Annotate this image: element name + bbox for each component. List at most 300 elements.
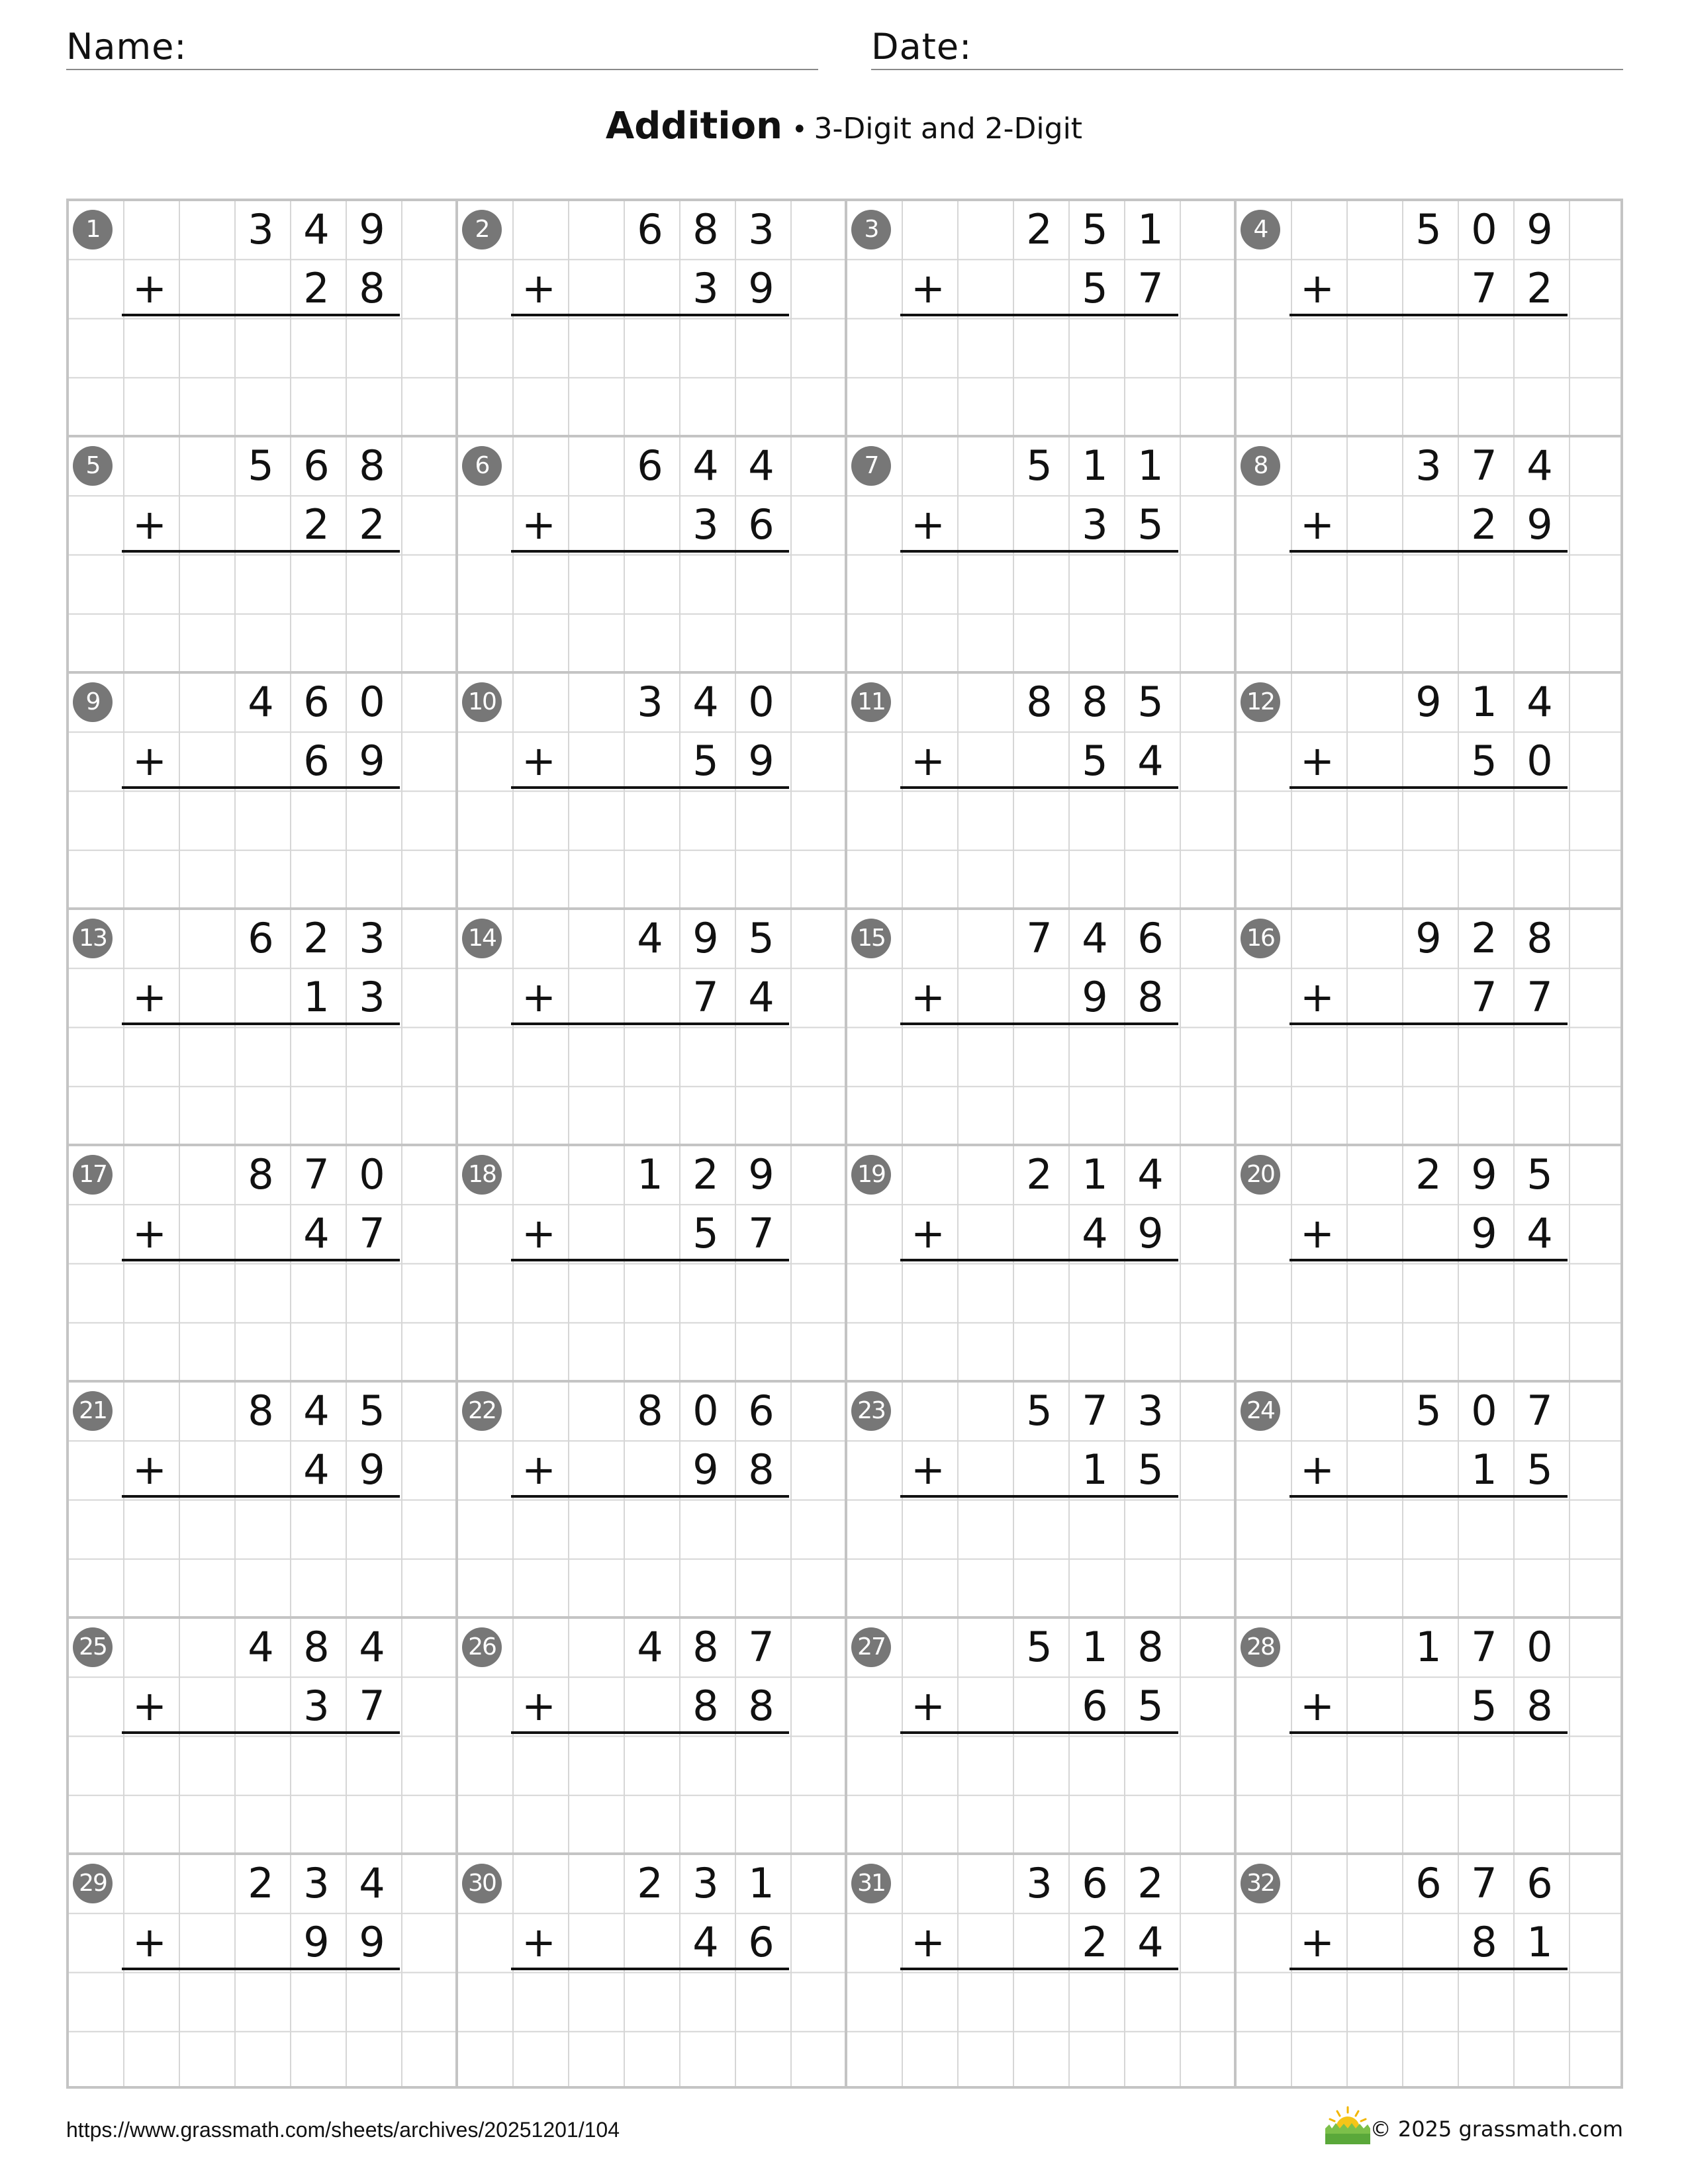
bottom-digit: 8 [692,1682,719,1731]
top-digit: 6 [637,205,663,253]
bottom-digit: 3 [692,500,719,549]
bottom-digit: 6 [748,500,774,549]
answer-line [511,786,789,789]
bottom-digit: 1 [303,973,330,1022]
bottom-digit: 3 [359,973,385,1022]
plus-sign: + [911,1445,945,1494]
addition-problem [845,907,1234,1144]
plus-sign: + [1300,973,1335,1022]
bottom-digit: 2 [359,500,385,549]
problem-number-badge: 13 [73,919,113,958]
bottom-digit: 7 [359,1682,385,1731]
bottom-digit: 5 [692,737,719,786]
bottom-digit: 4 [748,973,774,1022]
addition-problem [66,671,455,907]
top-digit: 4 [1526,678,1553,726]
bottom-digit: 9 [748,264,774,313]
top-digit: 5 [1026,441,1053,490]
answer-line [122,1731,400,1734]
top-digit: 8 [248,1387,274,1435]
top-digit: 9 [1415,914,1442,962]
top-digit: 3 [248,205,274,253]
answer-line [122,1023,400,1025]
top-digit: 4 [359,1623,385,1671]
plus-sign: + [1300,264,1335,313]
top-digit: 5 [1415,1387,1442,1435]
answer-line [511,314,789,316]
footer-copyright: © 2025 grassmath.com [1370,2116,1623,2142]
top-digit: 2 [1137,1859,1164,1907]
top-digit: 6 [748,1387,774,1435]
answer-line [1289,550,1568,553]
top-digit: 2 [1471,914,1497,962]
problem-number-badge: 14 [462,919,502,958]
bottom-digit: 5 [1082,737,1108,786]
title-subtitle: 3-Digit and 2-Digit [814,112,1083,146]
top-digit: 6 [1137,914,1164,962]
addition-problem [1234,1380,1623,1616]
answer-line [511,1495,789,1498]
top-digit: 0 [1471,205,1497,253]
top-digit: 5 [1026,1623,1053,1671]
bottom-digit: 5 [1471,737,1497,786]
plus-sign: + [522,1445,556,1494]
addition-problem [66,1616,455,1852]
bottom-digit: 7 [1137,264,1164,313]
top-digit: 5 [248,441,274,490]
answer-line [122,314,400,316]
top-digit: 6 [637,441,663,490]
bottom-digit: 7 [1471,264,1497,313]
problem-number-badge: 12 [1241,682,1280,722]
top-digit: 9 [748,1150,774,1199]
plus-sign: + [522,1209,556,1258]
answer-line [511,1731,789,1734]
top-digit: 7 [1082,1387,1108,1435]
problem-number-badge: 20 [1241,1155,1280,1195]
bottom-digit: 4 [303,1209,330,1258]
top-digit: 5 [1026,1387,1053,1435]
title-separator: • [791,114,808,145]
top-digit: 0 [359,1150,385,1199]
plus-sign: + [132,1445,167,1494]
problem-number-badge: 1 [73,210,113,250]
top-digit: 4 [1137,1150,1164,1199]
problem-number-badge: 19 [851,1155,891,1195]
problem-number-badge: 21 [73,1391,113,1431]
plus-sign: + [132,1209,167,1258]
top-digit: 8 [1026,678,1053,726]
top-digit: 0 [359,678,385,726]
top-digit: 5 [359,1387,385,1435]
plus-sign: + [522,737,556,786]
top-digit: 4 [692,441,719,490]
bottom-digit: 8 [1471,1918,1497,1967]
answer-line [1289,314,1568,316]
bottom-digit: 6 [303,737,330,786]
top-digit: 8 [692,1623,719,1671]
problem-number-badge: 7 [851,446,891,486]
answer-line [122,1259,400,1261]
addition-problem [1234,907,1623,1144]
top-digit: 6 [1082,1859,1108,1907]
plus-sign: + [132,500,167,549]
answer-line [511,1968,789,1970]
addition-problem [845,199,1234,435]
plus-sign: + [911,973,945,1022]
addition-problem [1234,199,1623,435]
addition-problem [845,671,1234,907]
plus-sign: + [1300,1445,1335,1494]
name-field[interactable] [66,23,818,70]
plus-sign: + [911,737,945,786]
top-digit: 1 [1082,441,1108,490]
top-digit: 6 [303,441,330,490]
plus-sign: + [911,500,945,549]
bottom-digit: 7 [359,1209,385,1258]
top-digit: 3 [1026,1859,1053,1907]
addition-problem [1234,671,1623,907]
top-digit: 8 [248,1150,274,1199]
addition-problem [845,1852,1234,2089]
addition-problem [66,1144,455,1380]
top-digit: 6 [303,678,330,726]
bottom-digit: 1 [1526,1918,1553,1967]
addition-problem [455,1616,845,1852]
plus-sign: + [1300,737,1335,786]
bottom-digit: 9 [359,1445,385,1494]
problem-number-badge: 31 [851,1864,891,1903]
answer-line [511,1259,789,1261]
bottom-digit: 3 [303,1682,330,1731]
addition-problem [455,435,845,671]
top-digit: 9 [1471,1150,1497,1199]
answer-line [1289,1968,1568,1970]
top-digit: 3 [637,678,663,726]
bottom-digit: 5 [1137,1682,1164,1731]
top-digit: 1 [1137,205,1164,253]
problem-number-badge: 29 [73,1864,113,1903]
bottom-digit: 6 [1082,1682,1108,1731]
top-digit: 4 [359,1859,385,1907]
bottom-digit: 2 [303,264,330,313]
top-digit: 4 [303,205,330,253]
bottom-digit: 4 [692,1918,719,1967]
top-digit: 1 [748,1859,774,1907]
top-digit: 5 [1137,678,1164,726]
addition-problem [66,1852,455,2089]
top-digit: 3 [1415,441,1442,490]
bottom-digit: 9 [748,737,774,786]
plus-sign: + [911,1209,945,1258]
problem-number-badge: 32 [1241,1864,1280,1903]
problem-number-badge: 27 [851,1627,891,1667]
answer-line [122,1968,400,1970]
top-digit: 2 [1026,205,1053,253]
plus-sign: + [522,264,556,313]
answer-line [900,786,1178,789]
top-digit: 1 [1137,441,1164,490]
answer-line [900,1259,1178,1261]
top-digit: 0 [748,678,774,726]
addition-problem [455,1852,845,2089]
addition-problem [66,435,455,671]
top-digit: 2 [692,1150,719,1199]
name-label: Name: [66,26,187,68]
bottom-digit: 6 [748,1918,774,1967]
answer-line [900,1023,1178,1025]
title-main: Addition [605,105,782,148]
top-digit: 7 [1471,441,1497,490]
top-digit: 8 [1137,1623,1164,1671]
answer-line [1289,1495,1568,1498]
top-digit: 6 [1526,1859,1553,1907]
bottom-digit: 8 [1526,1682,1553,1731]
top-digit: 4 [692,678,719,726]
date-label: Date: [871,26,972,68]
plus-sign: + [911,1918,945,1967]
bottom-digit: 7 [692,973,719,1022]
bottom-digit: 5 [692,1209,719,1258]
plus-sign: + [1300,1209,1335,1258]
answer-line [1289,1023,1568,1025]
top-digit: 6 [248,914,274,962]
bottom-digit: 9 [1526,500,1553,549]
top-digit: 4 [748,441,774,490]
top-digit: 7 [1026,914,1053,962]
answer-line [122,1495,400,1498]
top-digit: 1 [1082,1150,1108,1199]
top-digit: 8 [1526,914,1553,962]
answer-line [511,550,789,553]
footer-url[interactable]: https://www.grassmath.com/sheets/archives/20251201/104 [66,2118,620,2142]
top-digit: 3 [748,205,774,253]
bottom-digit: 1 [1082,1445,1108,1494]
bottom-digit: 5 [1137,500,1164,549]
bottom-digit: 8 [748,1445,774,1494]
addition-problem [66,1380,455,1616]
top-digit: 7 [1471,1623,1497,1671]
bottom-digit: 4 [1137,1918,1164,1967]
bottom-digit: 9 [1137,1209,1164,1258]
top-digit: 7 [1526,1387,1553,1435]
bottom-digit: 4 [303,1445,330,1494]
top-digit: 7 [303,1150,330,1199]
bottom-digit: 7 [748,1209,774,1258]
answer-line [1289,1731,1568,1734]
top-digit: 0 [692,1387,719,1435]
top-digit: 8 [303,1623,330,1671]
addition-problem [455,671,845,907]
answer-line [122,550,400,553]
addition-problem [1234,1852,1623,2089]
bottom-digit: 5 [1526,1445,1553,1494]
worksheet-title [0,105,1688,148]
problem-number-badge: 25 [73,1627,113,1667]
plus-sign: + [1300,1918,1335,1967]
top-digit: 6 [1415,1859,1442,1907]
top-digit: 1 [1415,1623,1442,1671]
problem-number-badge: 15 [851,919,891,958]
top-digit: 4 [1082,914,1108,962]
addition-problem [66,199,455,435]
bottom-digit: 3 [692,264,719,313]
addition-problem [845,1616,1234,1852]
answer-line [900,314,1178,316]
problem-number-badge: 24 [1241,1391,1280,1431]
top-digit: 4 [637,914,663,962]
plus-sign: + [132,1682,167,1731]
plus-sign: + [522,500,556,549]
problem-number-badge: 6 [462,446,502,486]
bottom-digit: 5 [1082,264,1108,313]
problem-number-badge: 30 [462,1864,502,1903]
grass-sun-logo-icon [1324,2105,1372,2146]
answer-line [1289,786,1568,789]
plus-sign: + [1300,500,1335,549]
problem-number-badge: 28 [1241,1627,1280,1667]
problem-number-badge: 3 [851,210,891,250]
bottom-digit: 4 [1137,737,1164,786]
top-digit: 5 [1526,1150,1553,1199]
answer-line [1289,1259,1568,1261]
bottom-digit: 2 [1471,500,1497,549]
top-digit: 4 [303,1387,330,1435]
top-digit: 7 [1471,1859,1497,1907]
bottom-digit: 9 [359,1918,385,1967]
plus-sign: + [132,737,167,786]
answer-line [900,1968,1178,1970]
problem-number-badge: 5 [73,446,113,486]
bottom-digit: 9 [1471,1209,1497,1258]
plus-sign: + [522,973,556,1022]
bottom-digit: 9 [692,1445,719,1494]
bottom-digit: 4 [1082,1209,1108,1258]
bottom-digit: 2 [1526,264,1553,313]
top-digit: 9 [1526,205,1553,253]
plus-sign: + [911,264,945,313]
top-digit: 3 [692,1859,719,1907]
addition-problem [455,907,845,1144]
top-digit: 8 [359,441,385,490]
top-digit: 2 [303,914,330,962]
answer-line [900,550,1178,553]
plus-sign: + [132,973,167,1022]
problem-number-badge: 9 [73,682,113,722]
top-digit: 5 [1082,205,1108,253]
bottom-digit: 8 [748,1682,774,1731]
top-digit: 5 [748,914,774,962]
addition-problem [455,199,845,435]
plus-sign: + [1300,1682,1335,1731]
answer-line [511,1023,789,1025]
top-digit: 9 [359,205,385,253]
answer-line [122,786,400,789]
bottom-digit: 1 [1471,1445,1497,1494]
top-digit: 1 [1471,678,1497,726]
plus-sign: + [132,264,167,313]
problem-number-badge: 23 [851,1391,891,1431]
top-digit: 4 [637,1623,663,1671]
problem-number-badge: 17 [73,1155,113,1195]
problem-number-badge: 2 [462,210,502,250]
addition-problem [1234,435,1623,671]
problem-number-badge: 22 [462,1391,502,1431]
bottom-digit: 9 [359,737,385,786]
top-digit: 3 [303,1859,330,1907]
bottom-digit: 7 [1471,973,1497,1022]
top-digit: 9 [692,914,719,962]
plus-sign: + [132,1918,167,1967]
top-digit: 0 [1526,1623,1553,1671]
plus-sign: + [911,1682,945,1731]
bottom-digit: 5 [1137,1445,1164,1494]
top-digit: 8 [1082,678,1108,726]
top-digit: 2 [637,1859,663,1907]
bottom-digit: 0 [1526,737,1553,786]
top-digit: 8 [692,205,719,253]
bottom-digit: 9 [303,1918,330,1967]
answer-line [900,1495,1178,1498]
top-digit: 8 [637,1387,663,1435]
problem-number-badge: 4 [1241,210,1280,250]
problem-number-badge: 10 [462,682,502,722]
top-digit: 3 [359,914,385,962]
top-digit: 1 [1082,1623,1108,1671]
problem-number-badge: 16 [1241,919,1280,958]
top-digit: 2 [1415,1150,1442,1199]
top-digit: 5 [1415,205,1442,253]
top-digit: 2 [248,1859,274,1907]
top-digit: 4 [248,678,274,726]
top-digit: 4 [1526,441,1553,490]
bottom-digit: 9 [1082,973,1108,1022]
problem-number-badge: 26 [462,1627,502,1667]
addition-problem [845,435,1234,671]
addition-problem [1234,1144,1623,1380]
date-field[interactable] [871,23,1623,70]
bottom-digit: 8 [1137,973,1164,1022]
top-digit: 2 [1026,1150,1053,1199]
problem-number-badge: 8 [1241,446,1280,486]
bottom-digit: 5 [1471,1682,1497,1731]
addition-problem [66,907,455,1144]
addition-problem [845,1144,1234,1380]
top-digit: 0 [1471,1387,1497,1435]
problem-number-badge: 11 [851,682,891,722]
addition-problem [1234,1616,1623,1852]
plus-sign: + [522,1682,556,1731]
top-digit: 4 [248,1623,274,1671]
bottom-digit: 4 [1526,1209,1553,1258]
addition-problem [455,1144,845,1380]
bottom-digit: 7 [1526,973,1553,1022]
problem-grid [66,199,1623,2089]
bottom-digit: 8 [359,264,385,313]
top-digit: 1 [637,1150,663,1199]
top-digit: 3 [1137,1387,1164,1435]
top-digit: 9 [1415,678,1442,726]
bottom-digit: 3 [1082,500,1108,549]
plus-sign: + [522,1918,556,1967]
problem-number-badge: 18 [462,1155,502,1195]
addition-problem [455,1380,845,1616]
top-digit: 7 [748,1623,774,1671]
bottom-digit: 2 [303,500,330,549]
bottom-digit: 2 [1082,1918,1108,1967]
answer-line [900,1731,1178,1734]
addition-problem [845,1380,1234,1616]
